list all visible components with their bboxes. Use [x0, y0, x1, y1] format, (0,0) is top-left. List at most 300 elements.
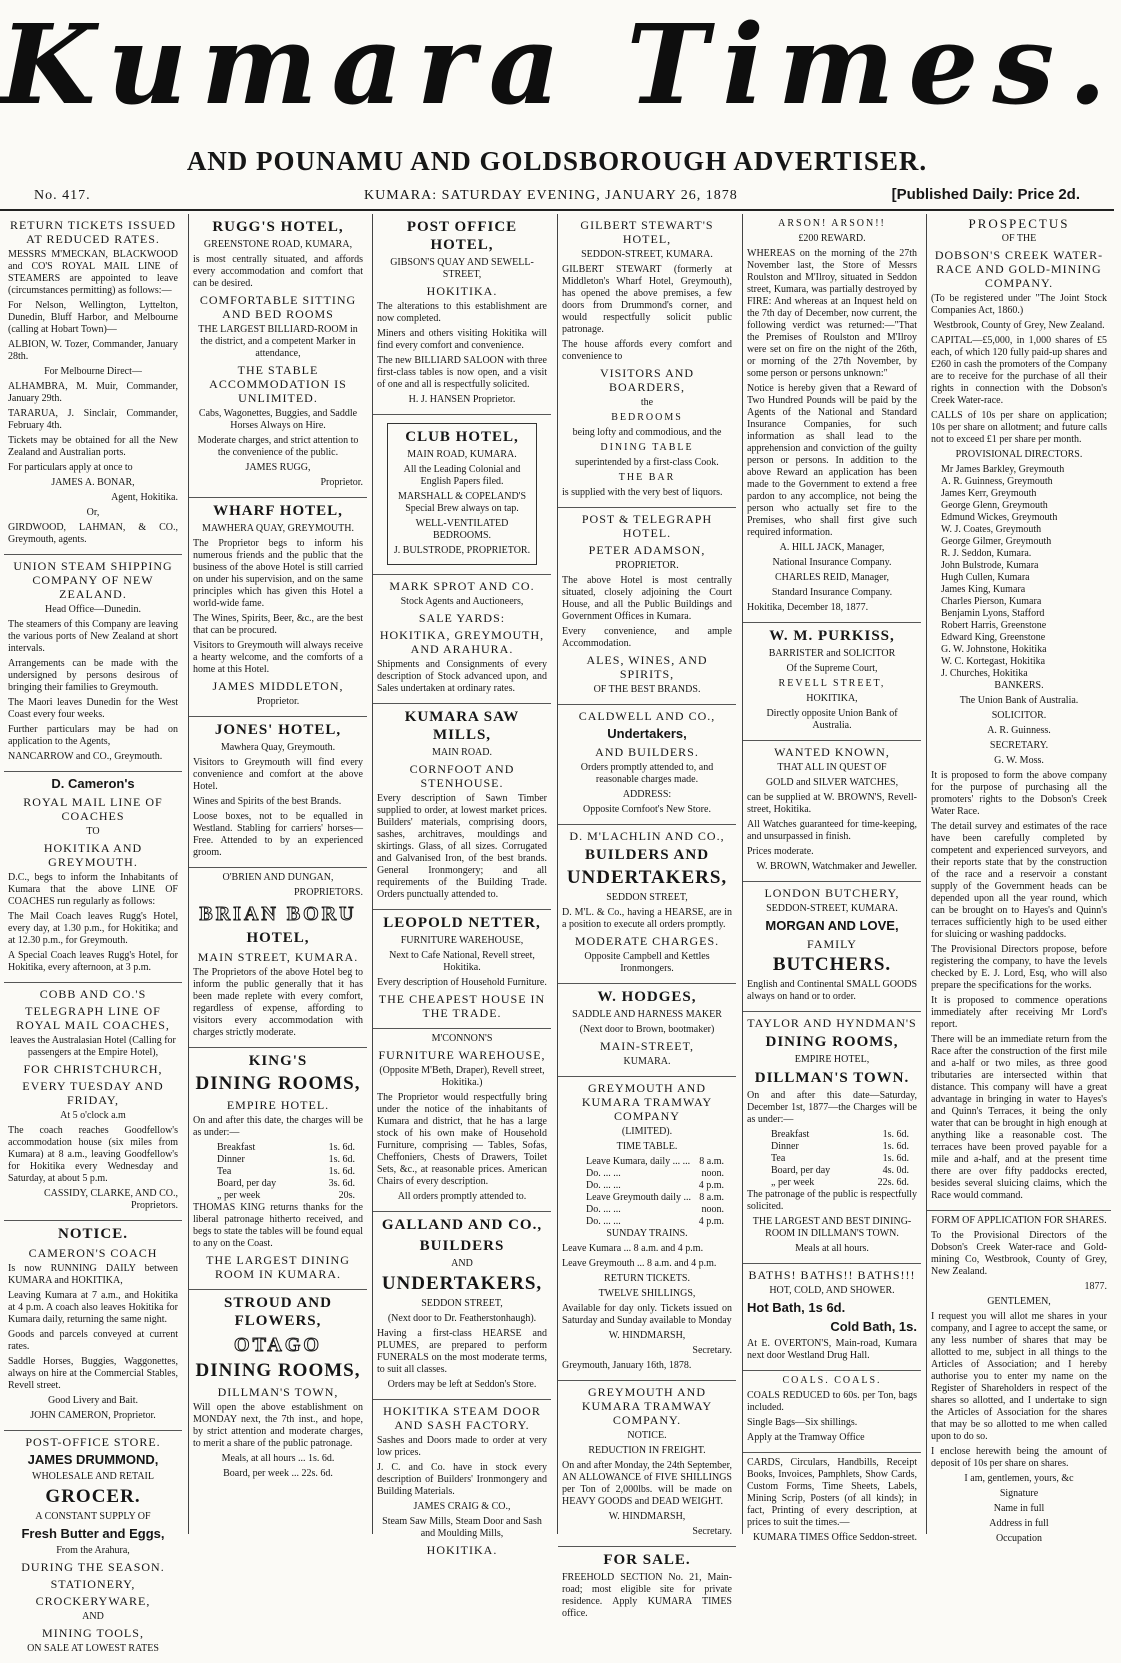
row-item: Dinner	[217, 1154, 245, 1165]
row-item: „ per week	[217, 1190, 261, 1201]
director-name: Hugh Cullen, Kumara	[941, 572, 1030, 583]
ad-text: At E. OVERTON'S, Main-road, Kumara next door Westland Drug Hall.	[747, 1338, 917, 1361]
ad-heading: W. HODGES,	[597, 989, 697, 1005]
ad-subheading: SADDLE AND HARNESS MAKER	[572, 1009, 722, 1020]
ad-kumara-saw-mills	[373, 704, 551, 910]
ad-text: Next to Cafe National, Revell street, Hokitika.	[389, 950, 535, 973]
ad-text: TARARUA, J. Sinclair, Commander, February 4th.	[8, 408, 178, 431]
ad-heading: KUMARA SAW MILLS,	[404, 709, 520, 743]
ad-subheading: TELEGRAPH LINE OF ROYAL MAIL COACHES,	[16, 1004, 170, 1032]
ad-text: Standard Insurance Company.	[771, 587, 893, 598]
column-6	[926, 214, 1111, 1544]
director-name: G. W. Johnstone, Hokitika	[941, 644, 1047, 655]
column-3	[372, 214, 551, 1557]
row-price: 8 a.m.	[699, 1156, 724, 1167]
ad-text: FREEHOLD SECTION No. 21, Main-road; most eligible site for private residence. Apply KUMARA TIMES office.	[562, 1572, 732, 1619]
ad-text: Visitors to Greymouth will always receive a hearty welcome, and the comforts of a home at this Hotel.	[193, 640, 363, 675]
ad-mlachlin-and-co	[558, 825, 736, 984]
ad-text: Loose boxes, not to be equalled in Westland. Stabling for carriers' horses—Free. Attended to by an experienced groom.	[193, 811, 363, 858]
row-price: 4s. 0d.	[882, 1165, 909, 1176]
price-row	[562, 1168, 732, 1180]
ad-text: NANCARROW and CO., Greymouth.	[8, 751, 163, 762]
director-name: Charles Pierson, Kumara	[941, 596, 1042, 607]
ad-heading: DILLMAN'S TOWN.	[754, 1070, 910, 1086]
ad-heading: JONES' HOTEL,	[214, 722, 342, 738]
ad-text: THOMAS KING returns thanks for the liberal patronage hitherto received, and begs to state the tables will be found equal to any on the Coast.	[193, 1202, 363, 1249]
ad-text: G. W. Moss.	[994, 755, 1044, 766]
ad-text: BARRISTER and SOLICITOR	[768, 648, 896, 659]
ad-text: CARDS, Circulars, Handbills, Receipt Books, Invoices, Pamphlets, Show Cards, Custom Forms, Time Sheets, Labels, Mining Scrip, Posters (of all kinds); in fact, Printing of every description, at prices to suit the times.—	[747, 1457, 917, 1528]
director-name: Edward King, Greenstone	[941, 632, 1046, 643]
ad-text: Wines and Spirits of the best Brands.	[193, 796, 342, 807]
ad-text: O'BRIEN AND DUNGAN,	[222, 872, 334, 883]
ad-camerons-coach	[4, 1221, 182, 1431]
ad-text: Orders may be left at Seddon's Store.	[387, 1379, 537, 1390]
ad-heading: DINING ROOMS,	[765, 1034, 899, 1050]
ad-heading: DINING ROOMS,	[195, 1073, 361, 1094]
director-name: James Kerr, Greymouth	[941, 488, 1037, 499]
ad-text: WELL-VENTILATED BEDROOMS.	[415, 518, 509, 541]
ad-mcconnons-furniture	[373, 1029, 551, 1212]
ad-text: Greymouth, January 16th, 1878.	[562, 1360, 692, 1371]
row-item: Do. ... ...	[586, 1204, 621, 1215]
ad-text: KUMARA.	[623, 1056, 671, 1067]
row-price: 22s. 6d.	[877, 1177, 909, 1188]
ad-text: AND	[451, 1258, 473, 1269]
ad-union-steam-shipping	[4, 555, 182, 772]
ad-text: Single Bags—Six shillings.	[747, 1417, 858, 1428]
ad-dobsons-creek-prospectus	[927, 214, 1111, 1211]
ad-heading: POST & TELEGRAPH HOTEL.	[581, 512, 713, 540]
ad-heading: GALLAND AND CO.,	[381, 1217, 543, 1233]
ad-text: Shipments and Consignments of every description of Stock advanced upon, and Sales undertaken at ordinary rates.	[377, 659, 547, 694]
price-row	[747, 1141, 917, 1153]
ad-text: KUMARA TIMES Office Seddon-street.	[752, 1532, 917, 1543]
row-price: 1s. 6d.	[328, 1166, 355, 1177]
ad-text: A. R. Guinness.	[987, 725, 1051, 736]
ad-text: MAIN-STREET,	[599, 1039, 695, 1053]
ad-heading: CORNFOOT AND STENHOUSE.	[409, 762, 515, 790]
ad-text: Moderate charges, and strict attention to the convenience of the public.	[197, 435, 359, 458]
ad-text: SUNDAY TRAINS.	[606, 1228, 688, 1239]
ad-text: SECRETARY.	[989, 740, 1049, 751]
ad-text: Every description of Sawn Timber supplied to order, at lowest market prices. Builders' materials, comprising doors, sashes, architraves, mouldings and skirtings. Glass, of all sizes. Corrugated and Galvanised Iron, of the best brands. General Ironmongery; and all requirements of the Building Trade. Orders punctually attended to.	[377, 793, 547, 900]
ad-text: Further particulars may be had on application to the Agents,	[8, 724, 178, 747]
ad-gilbert-stewarts-hotel	[558, 214, 736, 508]
row-price: 1s. 6d.	[882, 1153, 909, 1164]
ad-heading: PROSPECTUS	[968, 216, 1070, 231]
price-row	[193, 1142, 363, 1154]
director-name: George Glenn, Greymouth	[941, 500, 1048, 511]
ad-text: The alterations to this establishment are now completed.	[377, 301, 547, 324]
price-list	[193, 1142, 363, 1202]
ad-text: ALHAMBRA, M. Muir, Commander, January 29th.	[8, 381, 178, 404]
row-price: 8 a.m.	[699, 1192, 724, 1203]
ad-printing-cards	[743, 1453, 921, 1552]
row-price: 3s. 6d.	[328, 1178, 355, 1189]
masthead	[0, 0, 1121, 140]
ad-text: All Watches guaranteed for time-keeping, and unsurpassed in finish.	[747, 819, 917, 842]
ad-text: The detail survey and estimates of the race have been carefully completed by competent and experienced surveyors, and their reports state that by the construction of the race and a reservoir a constant supply of the Government heads can be depended upon all the year round, which can be brought on to Hayes's and Quinn's terraces sufficiently high to be used either for sluicing or washing paddocks.	[931, 821, 1107, 940]
ad-text: being lofty and commodious, and the	[572, 427, 722, 438]
ad-text: W. BROWN, Watchmaker and Jeweller.	[756, 861, 917, 872]
ad-subheading: Stock Agents and Auctioneers,	[400, 596, 524, 607]
ad-text: On and after this date, the charges will be as under:—	[193, 1115, 363, 1138]
ad-text: SALE YARDS:	[418, 611, 506, 625]
row-item: Leave Kumara, daily ... ...	[586, 1156, 691, 1167]
ad-text: H. J. HANSEN Proprietor.	[408, 394, 516, 405]
ad-text: PROVISIONAL DIRECTORS.	[955, 449, 1083, 460]
ad-heading: UNION STEAM SHIPPING COMPANY OF NEW ZEALAND.	[13, 559, 173, 601]
price-list	[747, 1129, 917, 1189]
ad-heading: LEOPOLD NETTER,	[383, 915, 541, 931]
row-price: 4 p.m.	[698, 1216, 724, 1227]
ad-share-application-form	[927, 1211, 1111, 1553]
ad-text: Is now RUNNING DAILY between KUMARA and HOKITIKA,	[8, 1263, 178, 1286]
ad-text: FOR CHRISTCHURCH,	[23, 1062, 163, 1076]
ad-subheading: SEDDON-STREET, KUMARA.	[766, 903, 898, 914]
price-row	[193, 1178, 363, 1190]
ad-text: I enclose herewith being the amount of deposit of 10s per share on shares.	[931, 1446, 1107, 1469]
ad-text: COALS REDUCED to 60s. per Ton, bags included.	[747, 1390, 917, 1413]
ad-text: All orders promptly attended to.	[397, 1191, 527, 1202]
ad-text: RETURN TICKETS.	[604, 1273, 690, 1284]
ad-text: Leaving Kumara at 7 a.m., and Hokitika at 4 p.m. A coach also leaves Hokitika for Kumara daily, returning the same night.	[8, 1290, 178, 1325]
ad-arson-reward	[743, 214, 921, 623]
ad-text: J. BULSTRODE, PROPRIETOR.	[393, 545, 531, 556]
ad-text: Good Livery and Bait.	[48, 1395, 138, 1406]
ad-mmeckan-steamers	[4, 214, 182, 555]
row-item: Breakfast	[217, 1142, 256, 1153]
row-item: Do. ... ...	[586, 1180, 621, 1191]
ad-subheading: MAWHERA QUAY, GREYMOUTH.	[202, 523, 354, 534]
price-row	[562, 1192, 732, 1204]
price-row	[562, 1204, 732, 1216]
ad-heading: OTAGO	[234, 1334, 322, 1356]
ad-post-office-hotel	[373, 214, 551, 415]
ad-galland-and-co	[373, 1212, 551, 1400]
ad-text: Name in full	[993, 1503, 1045, 1514]
director-name: J. Churches, Hokitika	[941, 668, 1028, 679]
ad-subheading: MAIN ROAD, KUMARA.	[407, 449, 517, 460]
ad-text: The Proprietor begs to inform his numerous friends and the public that the business of the above Hotel is still carried on under his supervision, and on the same principles which has given this Hotel a world-wide fame.	[193, 538, 363, 609]
row-item: Do. ... ...	[586, 1216, 621, 1227]
ad-text: CHARLES REID, Manager,	[774, 572, 890, 583]
ad-subheading: EMPIRE HOTEL.	[226, 1098, 330, 1112]
ad-heading: D. Cameron's	[51, 776, 135, 791]
ad-text: The above Hotel is most centrally situated, closely adjoining the Court House, and all the Public Buildings and Government Offices in Kumara.	[562, 575, 732, 622]
ad-subheading: AND BUILDERS.	[595, 745, 699, 759]
ad-heading: D. M'LACHLIN AND CO.,	[569, 829, 725, 843]
ad-heading: GREYMOUTH AND KUMARA TRAMWAY COMPANY	[581, 1081, 713, 1123]
ad-heading: CALDWELL AND CO.,	[578, 709, 716, 723]
ad-text: (To be registered under "The Joint Stock Companies Act, 1860.)	[931, 293, 1107, 316]
ad-heading: HOKITIKA STEAM DOOR AND SASH FACTORY.	[383, 1404, 541, 1432]
ad-caldwell-and-co	[558, 705, 736, 825]
ad-text: FAMILY	[807, 937, 857, 951]
ad-subheading: ROYAL MAIL LINE OF COACHES	[23, 795, 163, 823]
columns	[4, 214, 1110, 1654]
ad-text: TWELVE SHILLINGS,	[598, 1288, 696, 1299]
ad-text: Of the Supreme Court,	[786, 663, 878, 674]
row-price: 1s. 6d.	[882, 1141, 909, 1152]
ad-text: The Provisional Directors propose, before registering the company, to have the levels checked by E. J. Lord, Esq, who will also prepare the specifications for the works.	[931, 944, 1107, 991]
ad-text: Meals, at all hours ... 1s. 6d.	[221, 1453, 335, 1464]
time-table	[562, 1156, 732, 1228]
ad-text: Having a first-class HEARSE and PLUMES, are prepared to perform FUNERALS on the most moderate terms, to suit all classes.	[377, 1328, 547, 1375]
ad-text: CAPITAL—£5,000, in 1,000 shares of £5 each, of which 120 fully paid-up shares and £260 in cash the promoters of the Company are to receive for the purchase of all their rights in connection with the Dobson's Creek Water-race.	[931, 335, 1107, 406]
row-item: „ per week	[771, 1177, 815, 1188]
price-row	[193, 1190, 363, 1202]
price-row	[193, 1166, 363, 1178]
ad-heading: Fresh Butter and Eggs,	[21, 1526, 165, 1541]
newspaper-title: Kumara Times.	[0, 0, 1121, 129]
issue-number: No. 417.	[34, 188, 91, 203]
ad-text: Arrangements can be made with the undersigned by persons desirous of bringing their families to Greymouth.	[8, 658, 178, 693]
ad-heading: COALS. COALS.	[782, 1375, 882, 1386]
dateline	[34, 186, 1080, 208]
ad-text: BEDROOMS	[611, 412, 683, 423]
ad-text: ALBION, W. Tozer, Commander, January 28th.	[8, 339, 178, 362]
club-hotel-box	[387, 423, 537, 565]
price-row	[747, 1129, 917, 1141]
director-name: A. R. Guinness, Greymouth	[941, 476, 1053, 487]
director-name: Edmund Wickes, Greymouth	[941, 512, 1058, 523]
ad-subheading: £200 REWARD.	[798, 233, 866, 244]
ad-coals	[743, 1371, 921, 1453]
row-item: Dinner	[771, 1141, 799, 1152]
ad-text: Available for day only. Tickets issued on Saturday and Sunday available to Monday	[562, 1303, 732, 1326]
ad-heading: UNDERTAKERS,	[381, 1273, 543, 1294]
ad-heading: FORM OF APPLICATION FOR SHARES.	[931, 1215, 1107, 1226]
price-row	[747, 1165, 917, 1177]
ad-heading: UNDERTAKERS,	[566, 867, 728, 888]
ad-text: is supplied with the very best of liquors.	[562, 487, 723, 498]
ad-subheading: GIBSON'S QUAY AND SEWELL-STREET,	[390, 257, 534, 280]
director-name: George Gilmer, Greymouth	[941, 536, 1052, 547]
ad-subheading: THAT ALL IN QUEST OF	[777, 762, 887, 773]
masthead-rule	[0, 209, 1114, 211]
ad-text: Saddle Horses, Buggies, Waggonettes, always on hire at the Commercial Stables, Revell street.	[8, 1356, 178, 1391]
ad-text: D.C., begs to inform the Inhabitants of Kumara that the above LINE OF COACHES run regularly as follows:	[8, 872, 178, 907]
ad-text: On and after Monday, the 24th September, AN ALLOWANCE of FIVE SHILLINGS per Ton of 2,000lbs. will be made on HEAVY GOODS and DEAD WEIGHT.	[562, 1460, 733, 1507]
ad-text: Will open the above establishment on MONDAY next, the 7th inst., and hope, by strict attention and moderate charges, to merit a share of the public patronage.	[193, 1402, 363, 1449]
ad-text: GENTLEMEN,	[987, 1296, 1051, 1307]
ad-text: The steamers of this Company are leaving the various ports of New Zealand at short intervals.	[8, 619, 178, 654]
ad-heading: WANTED KNOWN,	[774, 745, 890, 759]
ad-hokitika-steam-door	[373, 1400, 551, 1565]
ad-heading: POST OFFICE HOTEL,	[406, 219, 518, 253]
ad-subheading: FURNITURE WAREHOUSE,	[400, 935, 524, 946]
ad-heading: COBB AND CO.'S	[39, 987, 147, 1001]
ad-text: The Proprietor would respectfully bring under the notice of the inhabitants of Kumara and district, that he has a large stock of his own make of Household Furniture, comprising — Tables, Sofas, Cheffoniers, Chests of Drawers, Toilet Sets, &c., at reasonable prices. American Chairs of every description.	[377, 1092, 547, 1187]
ad-text: To the Provisional Directors of the Dobson's Creek Water-race and Gold-mining Co, Westbrook, County of Grey, New Zealand.	[931, 1230, 1107, 1277]
ad-text: Notice is hereby given that a Reward of Two Hundred Pounds will be paid by the Agents of the National and Standard Insurance Companies, for such information as shall lead to the apprehension and conviction of the guilty person or persons. In addition to the above Reward an application has been made to the Government to extend a free pardon to any accomplice, not being the person who actually set fire to the Premises, who shall first give such required information.	[747, 383, 917, 538]
ad-tramway-notice	[558, 1381, 736, 1547]
ad-text: HOKITIKA.	[426, 1543, 498, 1557]
row-price: 1s. 6d.	[328, 1154, 355, 1165]
row-item: Leave Greymouth daily ...	[586, 1192, 691, 1203]
ad-text: leaves the Australasian Hotel (Calling for passengers at the Empire Hotel),	[10, 1035, 176, 1058]
price-row	[562, 1216, 732, 1228]
ad-text: English and Continental SMALL GOODS always on hand or to order.	[747, 979, 917, 1002]
director-name: W. J. Coates, Greymouth	[941, 524, 1042, 535]
ad-heading: STROUD AND FLOWERS,	[224, 1295, 332, 1329]
ad-text: JAMES CRAIG & CO.,	[413, 1501, 511, 1512]
ad-cobb-and-co	[4, 983, 182, 1221]
ad-wharf-hotel	[189, 498, 367, 717]
director-name: R. J. Seddon, Kumara.	[941, 548, 1032, 559]
ad-text: Miners and others visiting Hokitika will find every comfort and convenience.	[377, 328, 547, 351]
director-name: Robert Harris, Greenstone	[941, 620, 1047, 631]
ad-heading: BUTCHERS.	[772, 954, 892, 975]
ad-heading: ARSON! ARSON!!	[778, 218, 886, 229]
newspaper-subtitle: AND POUNAMU AND GOLDSBOROUGH ADVERTISER.	[186, 146, 928, 176]
ad-text: JAMES RUGG,	[245, 462, 311, 473]
price-row	[193, 1154, 363, 1166]
ad-heading: DINING ROOMS,	[195, 1360, 361, 1381]
directors-list	[931, 464, 1107, 680]
ad-text: VISITORS AND BOARDERS,	[599, 366, 695, 394]
director-name: Benjamin Lyons, Stafford	[941, 608, 1045, 619]
ad-text: The Union Bank of Australia.	[959, 695, 1079, 706]
ad-text: WHEREAS on the morning of the 27th November last, the Store of Messrs Roulston and M'Ilroy, situated in Seddon street, Kumara, was partially destroyed by FIRE: And whereas at an Inquest held on the 7th day of December, now current, the following verdict was returned:—"That the Premises of Roulston and M'Ilroy were set on fire on the night of the 26th, or morning of the 27th November, by some person or persons unknown:"	[747, 248, 917, 379]
ad-text: THE LARGEST AND BEST DINING-ROOM IN DILLMAN'S TOWN.	[752, 1216, 912, 1239]
ad-subheading: Mawhera Quay, Greymouth.	[220, 742, 336, 753]
ad-text: Board, per week ... 22s. 6d.	[223, 1468, 333, 1479]
ad-heading: JAMES DRUMMOND,	[27, 1452, 159, 1467]
ad-text: superintended by a first-class Cook.	[575, 457, 719, 468]
ad-text: Signature	[999, 1488, 1039, 1499]
ad-text: Every description of Household Furniture.	[377, 977, 547, 988]
director-name: W. C. Kortegast, Hokitika	[941, 656, 1046, 667]
ad-text: D. M'L. & Co., having a HEARSE, are in a position to execute all orders promptly.	[562, 907, 732, 930]
price-row	[562, 1180, 732, 1192]
ad-subheading: (Opposite M'Beth, Draper), Revell street, Hokitika.)	[379, 1065, 545, 1088]
ad-heading: BATHS! BATHS!! BATHS!!!	[748, 1268, 916, 1282]
column-5	[742, 214, 921, 1543]
ad-text: 1877.	[1084, 1281, 1107, 1292]
ad-text: the	[640, 397, 654, 408]
ad-text: For Melbourne Direct—	[44, 366, 142, 377]
ad-text: MODERATE CHARGES.	[574, 934, 720, 948]
ad-text: For Nelson, Wellington, Lyttelton, Dunedin, Bluff Harbor, and Melbourne (calling at Hobart Town)—	[8, 300, 178, 335]
ad-text: Visitors to Greymouth will find every convenience and comfort at the above Hotel.	[193, 757, 363, 792]
ad-subheading: SEDDON STREET,	[606, 892, 688, 903]
ad-text: WHOLESALE AND RETAIL	[32, 1471, 154, 1482]
ad-text: Occupation	[995, 1533, 1043, 1544]
ad-taylor-hyndman-dining	[743, 1012, 921, 1264]
ad-text: Agent, Hokitika.	[111, 492, 178, 503]
ad-text: (Next door to Dr. Featherstonhaugh).	[387, 1313, 537, 1324]
row-price: 1s. 6d.	[328, 1142, 355, 1153]
ad-text: All the Leading Colonial and English Papers filed.	[403, 464, 521, 487]
ad-text: J. C. and Co. have in stock every description of Builders' Ironmongery and Building Materials.	[377, 1462, 547, 1497]
ad-text: JOHN CAMERON, Proprietor.	[30, 1410, 156, 1421]
ad-text: DINING TABLE	[600, 442, 694, 453]
ad-text: MESSRS M'MECKAN, BLACKWOOD and CO'S ROYAL MAIL LINE of STEAMERS are appointed to leave (circumstances permitting) as follows:—	[8, 249, 178, 296]
ad-subheading: HOKITIKA AND GREYMOUTH.	[43, 841, 143, 869]
ad-heading: MORGAN AND LOVE,	[765, 918, 899, 933]
column-2	[188, 214, 367, 1534]
row-price: 4 p.m.	[698, 1180, 724, 1191]
ad-text: The patronage of the public is respectfully solicited.	[747, 1189, 917, 1212]
ad-subheading: MAIN ROAD.	[432, 747, 492, 758]
ad-text: AND	[82, 1611, 104, 1622]
ad-for-sale	[558, 1547, 736, 1628]
ad-text: Goods and parcels conveyed at current rates.	[8, 1329, 178, 1352]
ad-text: The Mail Coach leaves Rugg's Hotel, every day, at 1.30 p.m., for Hokitika; and at 12.30 p.m., for Greymouth.	[8, 911, 178, 946]
ad-text: Secretary.	[692, 1345, 732, 1356]
ad-text: National Insurance Company.	[772, 557, 892, 568]
ad-heading: GILBERT STEWART'S HOTEL,	[580, 218, 714, 246]
ad-text: It is proposed to form the above company for the purpose of purchasing all the promoters' rights to the Dobson's Creek Water Race.	[931, 770, 1107, 817]
ad-text: THE BAR	[618, 472, 676, 483]
row-price: noon.	[701, 1168, 724, 1179]
ad-text: GILBERT STEWART (formerly at Middleton's Wharf Hotel, Greymouth), has opened the above premises, a few doors from Drummond's corner, and would respectfully solicit public patronage.	[562, 264, 732, 335]
ad-stroud-flowers	[189, 1290, 367, 1488]
price-row	[747, 1177, 917, 1189]
ad-text: Secretary.	[692, 1526, 732, 1537]
ad-heading: M'CONNON'S	[431, 1033, 493, 1044]
ad-subheading: SEDDON-STREET, KUMARA.	[581, 249, 713, 260]
ad-text: SOLICITOR.	[991, 710, 1047, 721]
ad-text: CASSIDY, CLARKE, AND CO., Proprietors.	[43, 1188, 178, 1211]
ad-text: Tickets may be obtained for all the New Zealand and Australian ports.	[8, 435, 178, 458]
column-4	[557, 214, 736, 1619]
ad-text: A CONSTANT SUPPLY OF	[35, 1511, 151, 1522]
ad-baths	[743, 1264, 921, 1371]
ad-text: Directly opposite Union Bank of Australia.	[766, 708, 898, 731]
ad-heading: HOTEL,	[246, 930, 310, 946]
director-name: Mr James Barkley, Greymouth	[941, 464, 1065, 475]
ad-heading: FOR SALE.	[603, 1552, 691, 1568]
issue-date: KUMARA: SATURDAY EVENING, JANUARY 26, 1878	[364, 188, 738, 203]
row-item: Board, per day	[771, 1165, 831, 1176]
ad-heading: W. M. PURKISS,	[769, 628, 895, 644]
ad-text: A Special Coach leaves Rugg's Hotel, for Hokitika, every afternoon, at 3 p.m.	[8, 950, 178, 973]
ad-text: ON SALE AT LOWEST RATES	[27, 1643, 159, 1654]
ad-leopold-netter	[373, 910, 551, 1029]
ad-text: CALLS of 10s per share on application; 10s per share on allotment; and future calls not to exceed £1 per share per month.	[931, 410, 1107, 445]
ad-brian-boru-hotel	[189, 868, 367, 1048]
ad-text: A. HILL JACK, Manager,	[779, 542, 885, 553]
ad-tramway-time-table	[558, 1077, 736, 1381]
ad-text: Every convenience, and ample Accommodation.	[562, 626, 732, 649]
ad-text: Leave Kumara ... 8 a.m. and 4 p.m.	[562, 1243, 704, 1254]
ad-subheading: CAMERON'S COACH	[28, 1246, 158, 1260]
ad-text: Proprietor.	[256, 696, 300, 707]
ad-text: The new BILLIARD SALOON with three first-class tables is now open, and a visit of one and all is respectfully solicited.	[377, 355, 547, 390]
ad-text: From the Arahura,	[56, 1545, 130, 1556]
ad-text: Westbrook, County of Grey, New Zealand.	[933, 320, 1105, 331]
ad-text: It is proposed to commence operations immediately after receiving Mr Lord's report.	[931, 995, 1107, 1030]
ad-text: REVELL STREET,	[778, 678, 886, 689]
ad-subheading: HOT, COLD, AND SHOWER.	[769, 1285, 895, 1296]
ad-text: BANKERS.	[994, 680, 1044, 691]
ad-text: is most centrally situated, and affords every accommodation and comfort that can be desired.	[193, 254, 363, 289]
row-price: 20s.	[338, 1190, 355, 1201]
ad-text: GOLD and SILVER WATCHES,	[765, 777, 899, 788]
ad-heading: BRIAN BORU	[199, 903, 357, 925]
ad-text: THE LARGEST DINING ROOM IN KUMARA.	[206, 1253, 350, 1281]
ad-subheading: (LIMITED).	[621, 1126, 673, 1137]
ad-heading: BUILDERS AND	[584, 847, 710, 863]
ad-text: The house affords every comfort and convenience to	[562, 339, 732, 362]
ad-text: There will be an immediate return from the Race after the construction of the first mile and a-half or two miles, as three good tributaries are intersected within that distance. This company will have a great advantage in bringing in water to Hayes's and Quinn's Terraces, it being the only water that can be brought in high enough at anything like a reasonable cost. The terraces have been proved payable for a mile and a-half, and at the present time there are over fifty paddocks erected, besides several sluicing claims, which the Race would command.	[931, 1034, 1107, 1201]
ad-cameron-coaches	[4, 772, 182, 983]
ad-text: Or,	[86, 507, 100, 518]
